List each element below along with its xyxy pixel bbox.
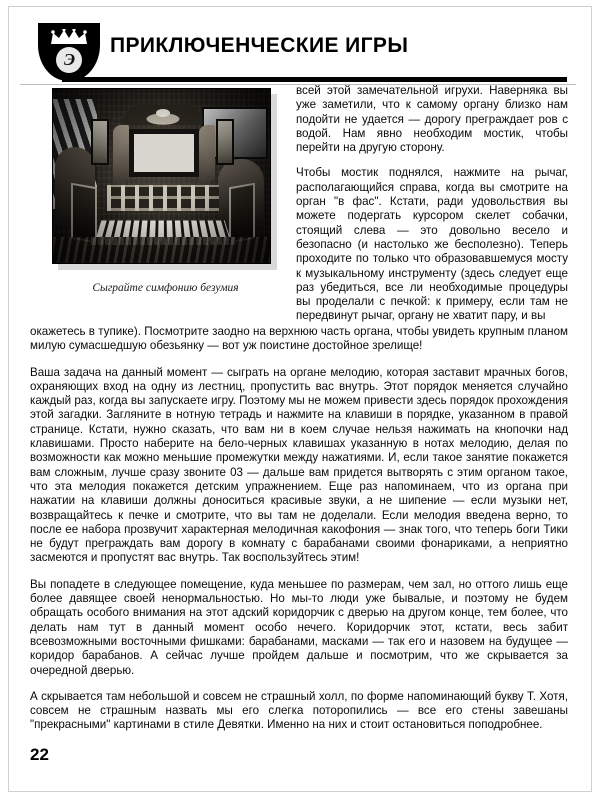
- header-rule-thick: [62, 77, 567, 82]
- page-number: 22: [30, 745, 49, 764]
- figure-caption: Сыграйте симфонию безумия: [92, 282, 239, 294]
- crest-monogram: Э: [63, 50, 76, 69]
- screenshot-vignette: [53, 89, 270, 263]
- page-title: ПРИКЛЮЧЕНЧЕСКИЕ ИГРЫ: [110, 34, 409, 57]
- paragraph: Ваша задача на данный момент — сыграть на органе мелодию, которая заставит мрачных богов, охраняющих вход на одну из лестниц, пропустить вас внутрь. Этот порядок меняется случайно каждый раз, когда вы запускаете игру. Поэтому мы не можем привести здесь порядок прохождения этой загадки. Загляните в нотную тетрадь и нажмите на клавиши в порядке, указанном в правой странице. Кстати, нужно сказать, что вам ни в коем случае нельзя нажимать на кнопочки над клавишами. Просто наберите на бело-черных клавишах указанную в нотах мелодию, делая по возможности как можно меньшие промежутки между нажатиями. И, если такое занятие покажется вам сложным, лучше сразу звоните 03 — дальше вам придется вытворять с этим органом такое, что эта мелодия покажется детским упражнением. Еще раз напоминаем, что из органа при нажатии на клавиши должны доноситься красивые звуки, а не шипение — если музыки нет, возвращайтесь к печке и смотрите, что вы там не доделали. Если мелодия введена верно, то после ее набора прозвучит характерная мелодичная какофония — знак того, что теперь боги Тики не будут преграждать вам дорогу в комнату с барабанами своими фонариками, а неприятно засмеются и пропустят вас внутрь. Так воспользуйтесь этим!: [30, 365, 568, 565]
- paragraph: окажетесь в тупике). Посмотрите заодно на верхнюю часть органа, чтобы увидеть крупным планом милую сумасшедшую обезьянку — вот уж поистине достойное зрелище!: [30, 325, 568, 353]
- right-column-text: [296, 84, 568, 335]
- paragraph: всей этой замечательной игрухи. Наверняка вы уже заметили, что к самому органу близко нам подойти не удается — дорогу преграждает ров с водой. Нам явно необходим мостик, чтобы перейти на другую сторону.: [296, 84, 568, 155]
- crown-icon: [50, 29, 88, 45]
- figure: [52, 88, 279, 294]
- paragraph: Чтобы мостик поднялся, нажмите на рычаг, располагающийся справа, когда вы смотрите на орган "в фас". Кстати, ради удовольствия вы можете подергать курсором скелет собачки, стоящий слева — это довольно весело и безопасно (и настолько же бесполезно). Теперь проходите по только что образовавшемуся мосту к музыкальному инструменту (здесь следует еще раз убедиться, все ли необходимые процедуры вы проделали с печкой: к примеру, если там не передвинут рычаг, органу не хватит пару, и вы: [296, 166, 568, 323]
- full-width-text: [30, 325, 568, 733]
- magazine-crest-logo: [38, 23, 100, 81]
- page-header: [0, 18, 600, 78]
- game-screenshot-image: [52, 88, 271, 264]
- crest-emblem-circle: [56, 47, 82, 73]
- paragraph: А скрывается там небольшой и совсем не страшный холл, по форме напоминающий букву Т. Хотя, совсем не страшным назвать мы его слегка поторопились — все его стены завешаны "прекрасными" картинами в стиле Девятки. Именно на них и стоит остановиться поподробнее.: [30, 689, 568, 732]
- paragraph: Вы попадете в следующее помещение, куда меньшее по размерам, чем зал, но оттого лишь еще более давящее своей ненормальностью. Но мы-то люди уже бывалые, и поэтому не будем обращать особого внимания на этот адский коридорчик с дверью на другом конце, тем более, что делать нам тут в данный момент особо нечего. Коридорчик этот, кстати, весь забит всевозможными восточными фишками: барабанами, масками — так его и назовем на будущее — коридор барабанов. А сейчас лучше пройдем дальше и посмотрим, что же скрывается за очередной дверью.: [30, 577, 568, 677]
